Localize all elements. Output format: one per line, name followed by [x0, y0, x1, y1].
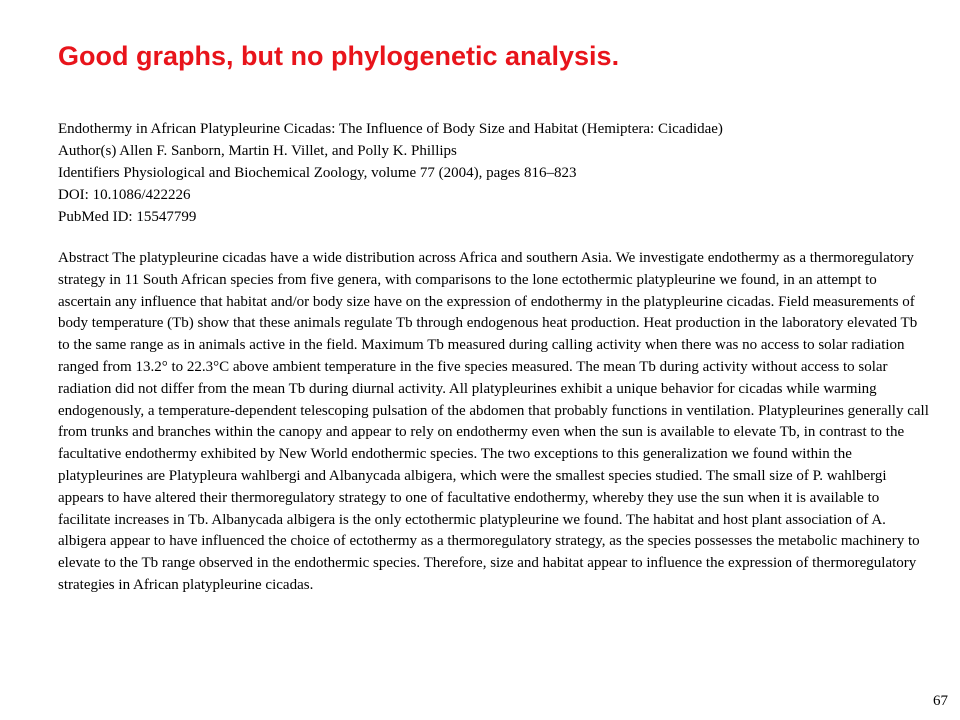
article-identifiers: Identifiers Physiological and Biochemical Zoology, volume 77 (2004), pages 816–823 — [58, 165, 577, 181]
slide-title: Good graphs, but no phylogenetic analysis. — [58, 41, 620, 71]
article-doi: DOI: 10.1086/422226 — [58, 187, 191, 203]
citation-block — [58, 118, 938, 228]
article-title: Endothermy in African Platypleurine Cicadas: The Influence of Body Size and Habitat (Hemiptera: Cicadidae) — [58, 121, 723, 137]
abstract-text: Abstract The platypleurine cicadas have a wide distribution across Africa and southern Asia. We investigate endothermy as a thermoregulatory strategy in 11 South African species from five genera, with comparisons to the lone ectothermic platypleurine we found, in an attempt to ascertain any influence that habitat and/or body size have on the expression of endothermy in the platypleurine cicadas. Field measurements of body temperature (Tb) show that these animals regulate Tb through endogenous heat production. Heat production in the laboratory elevated Tb to the same range as in animals active in the field. Maximum Tb measured during calling activity when there was no access to solar radiation ranged from 13.2° to 22.3°C above ambient temperature in the five species measured. The mean Tb during activity without access to solar radiation did not differ from the mean Tb during diurnal activity. All platypleurines exhibit a unique behavior for cicadas while warming endogenously, a temperature-dependent telescoping pulsation of the abdomen that probably functions in ventilation. Platypleurines generally call from trunks and branches within the canopy and appear to rely on endothermy even when the sun is available to elevate Tb, in contrast to the facultative endothermy exhibited by New World endothermic species. The two exceptions to this generalization we found within the platypleurines are Platypleura wahlbergi and Albanycada albigera, which were the smallest species studied. The small size of P. wahlbergi appears to have altered their thermoregulatory strategy to one of facultative endothermy, whereby they use the sun when it is available to facilitate increases in Tb. Albanycada albigera is the only ectothermic platypleurine we found. The habitat and host plant association of A. albigera appear to have influenced the choice of ectothermy as a thermoregulatory strategy, as the species possesses the metabolic machinery to elevate to the Tb range observed in the endothermic species. Therefore, size and habitat appear to influence the expression of thermoregulatory strategies in African platypleurine cicadas. — [58, 250, 929, 593]
page-number: 67 — [933, 693, 948, 709]
article-authors: Author(s) Allen F. Sanborn, Martin H. Villet, and Polly K. Phillips — [58, 143, 457, 159]
article-pubmed-id: PubMed ID: 15547799 — [58, 209, 197, 225]
